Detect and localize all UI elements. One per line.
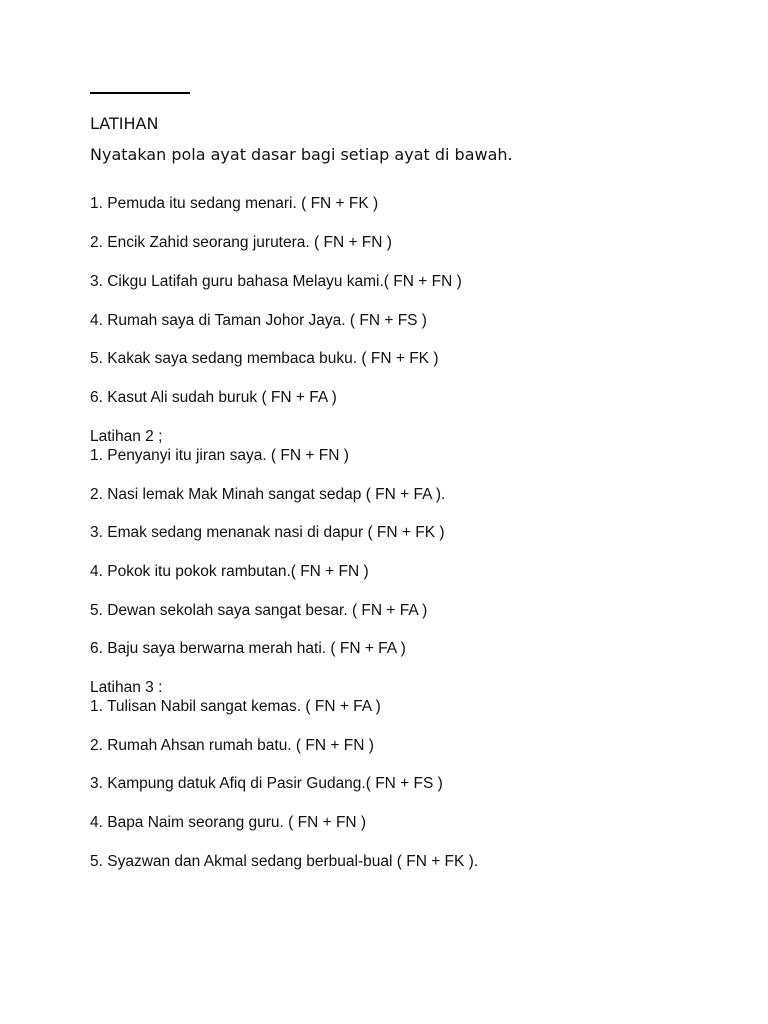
heading: LATIHAN bbox=[90, 114, 159, 133]
exercise-item: 1. Pemuda itu sedang menari. ( FN + FK ) bbox=[90, 195, 379, 212]
exercise-item: 2. Nasi lemak Mak Minah sangat sedap ( FN + FA ). bbox=[90, 486, 446, 503]
section-title: Latihan 2 ; bbox=[90, 428, 163, 445]
exercise-item: 6. Baju saya berwarna merah hati. ( FN + FA ) bbox=[90, 640, 406, 657]
exercise-item: 3. Kampung datuk Afiq di Pasir Gudang.( FN + FS ) bbox=[90, 775, 443, 792]
exercise-item: 1. Penyanyi itu jiran saya. ( FN + FN ) bbox=[90, 447, 349, 464]
instruction: Nyatakan pola ayat dasar bagi setiap ayat di bawah. bbox=[90, 145, 513, 164]
exercise-item: 2. Encik Zahid seorang jurutera. ( FN + FN ) bbox=[90, 234, 392, 251]
exercise-item: 6. Kasut Ali sudah buruk ( FN + FA ) bbox=[90, 389, 337, 406]
exercise-item: 5. Kakak saya sedang membaca buku. ( FN + FK ) bbox=[90, 350, 439, 367]
exercise-item: 4. Bapa Naim seorang guru. ( FN + FN ) bbox=[90, 814, 367, 831]
exercise-item: 1. Tulisan Nabil sangat kemas. ( FN + FA ) bbox=[90, 698, 381, 715]
exercise-item: 5. Dewan sekolah saya sangat besar. ( FN + FA ) bbox=[90, 602, 428, 619]
title-underline bbox=[90, 92, 190, 94]
exercise-item: 3. Cikgu Latifah guru bahasa Melayu kami.( FN + FN ) bbox=[90, 273, 462, 290]
exercise-item: 5. Syazwan dan Akmal sedang berbual-bual ( FN + FK ). bbox=[90, 853, 479, 870]
exercise-item: 2. Rumah Ahsan rumah batu. ( FN + FN ) bbox=[90, 737, 374, 754]
exercise-item: 3. Emak sedang menanak nasi di dapur ( FN + FK ) bbox=[90, 524, 445, 541]
exercise-item: 4. Pokok itu pokok rambutan.( FN + FN ) bbox=[90, 563, 369, 580]
section-title: Latihan 3 : bbox=[90, 679, 163, 696]
exercise-item: 4. Rumah saya di Taman Johor Jaya. ( FN + FS ) bbox=[90, 312, 427, 329]
